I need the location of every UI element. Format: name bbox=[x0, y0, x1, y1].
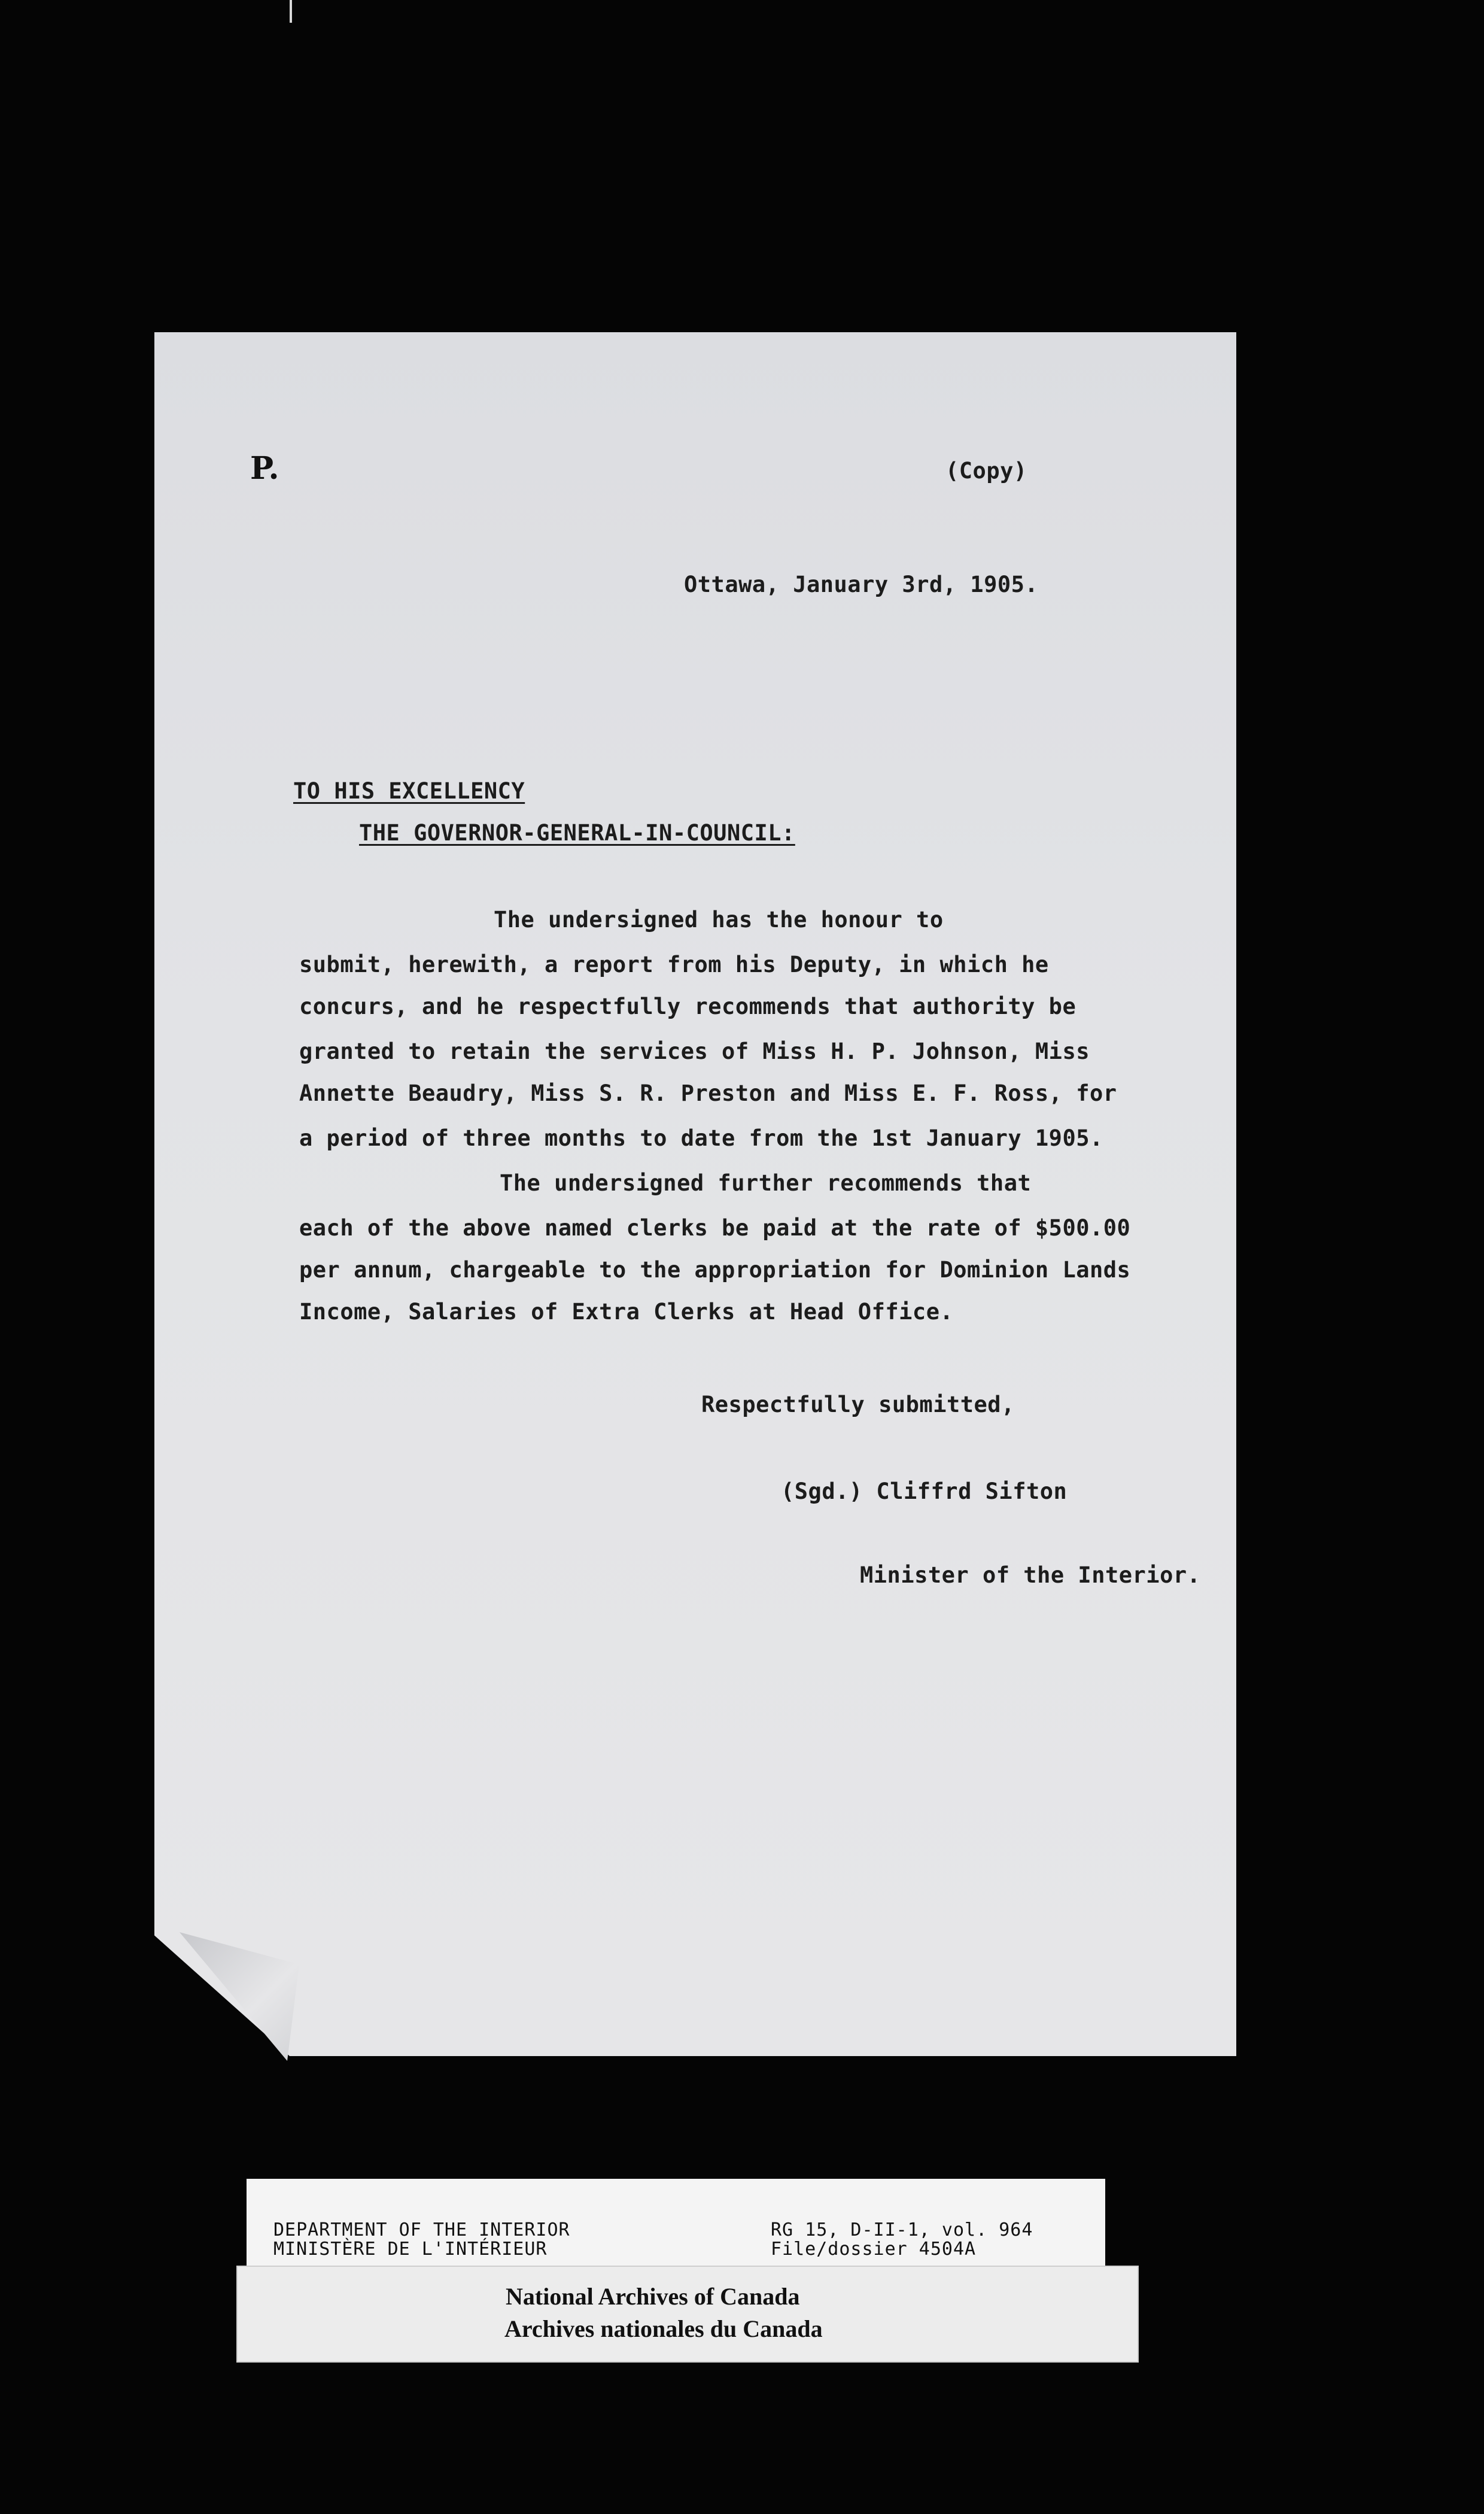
body-line: submit, herewith, a report from his Deputy, in which he bbox=[299, 952, 1049, 977]
signatory-title: Minister of the Interior. bbox=[860, 1562, 1201, 1588]
archives-name-french: Archives nationales du Canada bbox=[504, 2315, 823, 2342]
addressee-line-2: THE GOVERNOR-GENERAL-IN-COUNCIL: bbox=[359, 820, 795, 846]
body-line: a period of three months to date from the 1st January 1905. bbox=[299, 1125, 1103, 1151]
closing: Respectfully submitted, bbox=[701, 1392, 1015, 1417]
body-line: granted to retain the services of Miss H. P. Johnson, Miss bbox=[299, 1039, 1090, 1064]
record-group-reference: RG 15, D-II-1, vol. 964 bbox=[771, 2220, 1033, 2240]
addressee-line-1: TO HIS EXCELLENCY bbox=[293, 778, 525, 804]
archives-name-english: National Archives of Canada bbox=[506, 2283, 800, 2310]
signature: (Sgd.) Cliffrd Sifton bbox=[781, 1478, 1068, 1504]
body-line: each of the above named clerks be paid at the rate of $500.00 bbox=[299, 1215, 1131, 1241]
date-line: Ottawa, January 3rd, 1905. bbox=[684, 572, 1039, 597]
archive-reference-label bbox=[247, 2179, 1105, 2267]
archives-name-label bbox=[236, 2266, 1139, 2363]
copy-mark: (Copy) bbox=[945, 458, 1027, 484]
body-line: per annum, chargeable to the appropriation for Dominion Lands bbox=[299, 1257, 1131, 1283]
body-line: Income, Salaries of Extra Clerks at Head Office. bbox=[299, 1299, 954, 1325]
department-french: MINISTÈRE DE L'INTÉRIEUR bbox=[273, 2239, 548, 2260]
film-edge-mark bbox=[290, 0, 292, 23]
file-reference: File/dossier 4504A bbox=[771, 2239, 977, 2260]
body-line: The undersigned further recommends that bbox=[500, 1170, 1032, 1196]
initial-mark: P. bbox=[250, 450, 279, 487]
body-line: The undersigned has the honour to bbox=[494, 907, 944, 933]
department-english: DEPARTMENT OF THE INTERIOR bbox=[273, 2220, 570, 2240]
body-line: concurs, and he respectfully recommends that authority be bbox=[299, 994, 1076, 1019]
body-line: Annette Beaudry, Miss S. R. Preston and Miss E. F. Ross, for bbox=[299, 1080, 1117, 1106]
